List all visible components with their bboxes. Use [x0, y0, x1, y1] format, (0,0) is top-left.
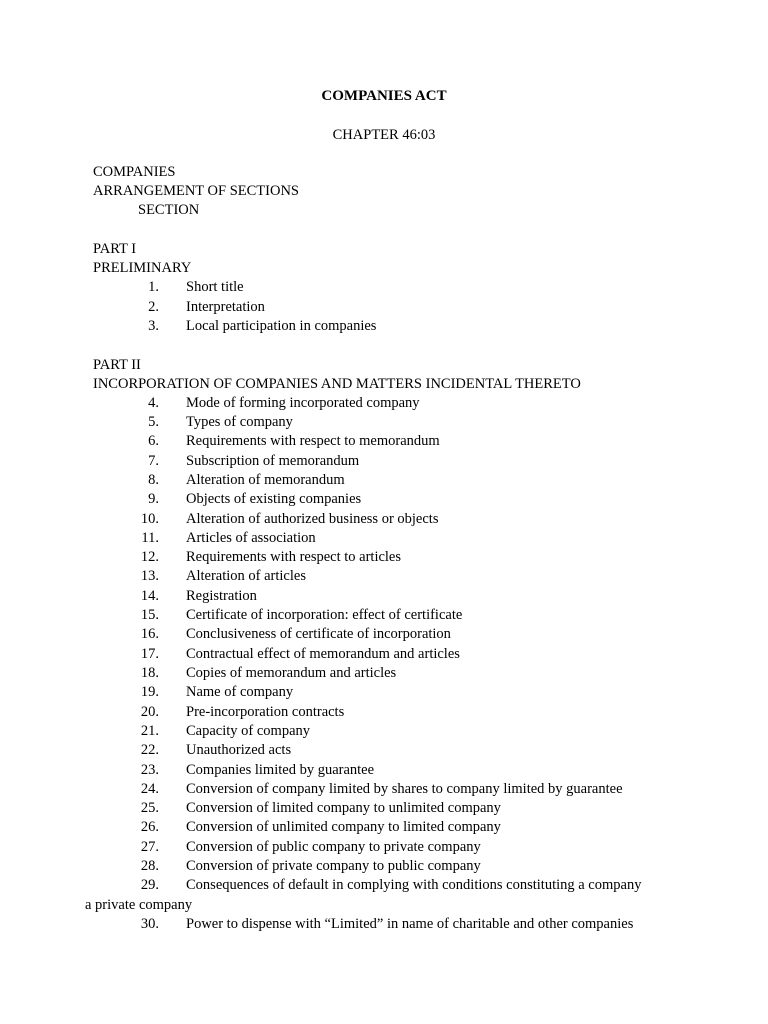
- section-number: 10.: [140, 511, 159, 527]
- section-number: 20.: [140, 704, 159, 720]
- document-title: COMPANIES ACT: [321, 88, 447, 104]
- section-title: Conversion of unlimited company to limited company: [186, 819, 501, 835]
- section-number: 27.: [140, 839, 159, 855]
- section-number: 12.: [140, 549, 159, 565]
- section-title: Contractual effect of memorandum and articles: [186, 646, 460, 662]
- heading-section: SECTION: [138, 202, 200, 218]
- section-number: 24.: [140, 781, 159, 797]
- section-number: 26.: [140, 819, 159, 835]
- section-number: 11.: [141, 530, 159, 546]
- part-1-label: PART I: [93, 241, 137, 257]
- section-number: 18.: [140, 665, 159, 681]
- section-number: 22.: [140, 742, 159, 758]
- section-title: Name of company: [186, 684, 294, 700]
- section-number: 6.: [148, 433, 159, 449]
- section-title: Articles of association: [186, 530, 316, 546]
- section-title: Interpretation: [186, 299, 265, 315]
- section-number: 3.: [148, 318, 159, 334]
- heading-arrangement-of-sections: ARRANGEMENT OF SECTIONS: [93, 183, 299, 199]
- section-number: 2.: [148, 299, 159, 315]
- section-title: Mode of forming incorporated company: [186, 395, 420, 411]
- section-title: Capacity of company: [186, 723, 311, 739]
- section-number: 8.: [148, 472, 159, 488]
- section-number: 14.: [140, 588, 159, 604]
- section-number: 21.: [140, 723, 159, 739]
- section-number: 25.: [140, 800, 159, 816]
- section-title: Pre-incorporation contracts: [186, 704, 345, 720]
- section-title: Conversion of company limited by shares to company limited by guarantee: [186, 781, 623, 797]
- section-title-continuation: a private company: [85, 897, 193, 913]
- section-title: Conclusiveness of certificate of incorporation: [186, 626, 451, 642]
- section-title: Consequences of default in complying with conditions constituting a company: [186, 877, 642, 893]
- section-number: 7.: [148, 453, 159, 469]
- section-title: Objects of existing companies: [186, 491, 362, 507]
- section-number: 15.: [140, 607, 159, 623]
- section-number: 29.: [140, 877, 159, 893]
- section-title: Alteration of authorized business or objects: [186, 511, 439, 527]
- section-title: Alteration of articles: [186, 568, 306, 584]
- section-title: Certificate of incorporation: effect of certificate: [186, 607, 463, 623]
- section-title: Registration: [186, 588, 257, 604]
- section-title: Power to dispense with “Limited” in name of charitable and other companies: [186, 916, 634, 932]
- section-title: Companies limited by guarantee: [186, 762, 375, 778]
- chapter-heading: CHAPTER 46:03: [332, 127, 436, 143]
- section-number: 13.: [140, 568, 159, 584]
- section-title: Requirements with respect to articles: [186, 549, 402, 565]
- part-2-label: PART II: [93, 357, 141, 373]
- section-title: Copies of memorandum and articles: [186, 665, 397, 681]
- section-title: Subscription of memorandum: [186, 453, 360, 469]
- section-title: Local participation in companies: [186, 318, 377, 334]
- section-number: 19.: [140, 684, 159, 700]
- section-number: 9.: [148, 491, 159, 507]
- part-2-name: INCORPORATION OF COMPANIES AND MATTERS INCIDENTAL THERETO: [93, 376, 581, 392]
- section-title: Requirements with respect to memorandum: [186, 433, 440, 449]
- section-number: 28.: [140, 858, 159, 874]
- section-number: 16.: [140, 626, 159, 642]
- section-title: Alteration of memorandum: [186, 472, 345, 488]
- section-number: 17.: [140, 646, 159, 662]
- part-1-name: PRELIMINARY: [93, 260, 192, 276]
- section-title: Conversion of public company to private company: [186, 839, 481, 855]
- section-title: Short title: [186, 279, 244, 295]
- section-title: Types of company: [186, 414, 293, 430]
- section-number: 30.: [140, 916, 159, 932]
- section-number: 4.: [148, 395, 159, 411]
- section-number: 5.: [148, 414, 159, 430]
- section-number: 1.: [148, 279, 159, 295]
- heading-companies: COMPANIES: [93, 164, 176, 180]
- section-title: Conversion of private company to public company: [186, 858, 481, 874]
- section-title: Conversion of limited company to unlimited company: [186, 800, 501, 816]
- section-title: Unauthorized acts: [186, 742, 292, 758]
- section-number: 23.: [140, 762, 159, 778]
